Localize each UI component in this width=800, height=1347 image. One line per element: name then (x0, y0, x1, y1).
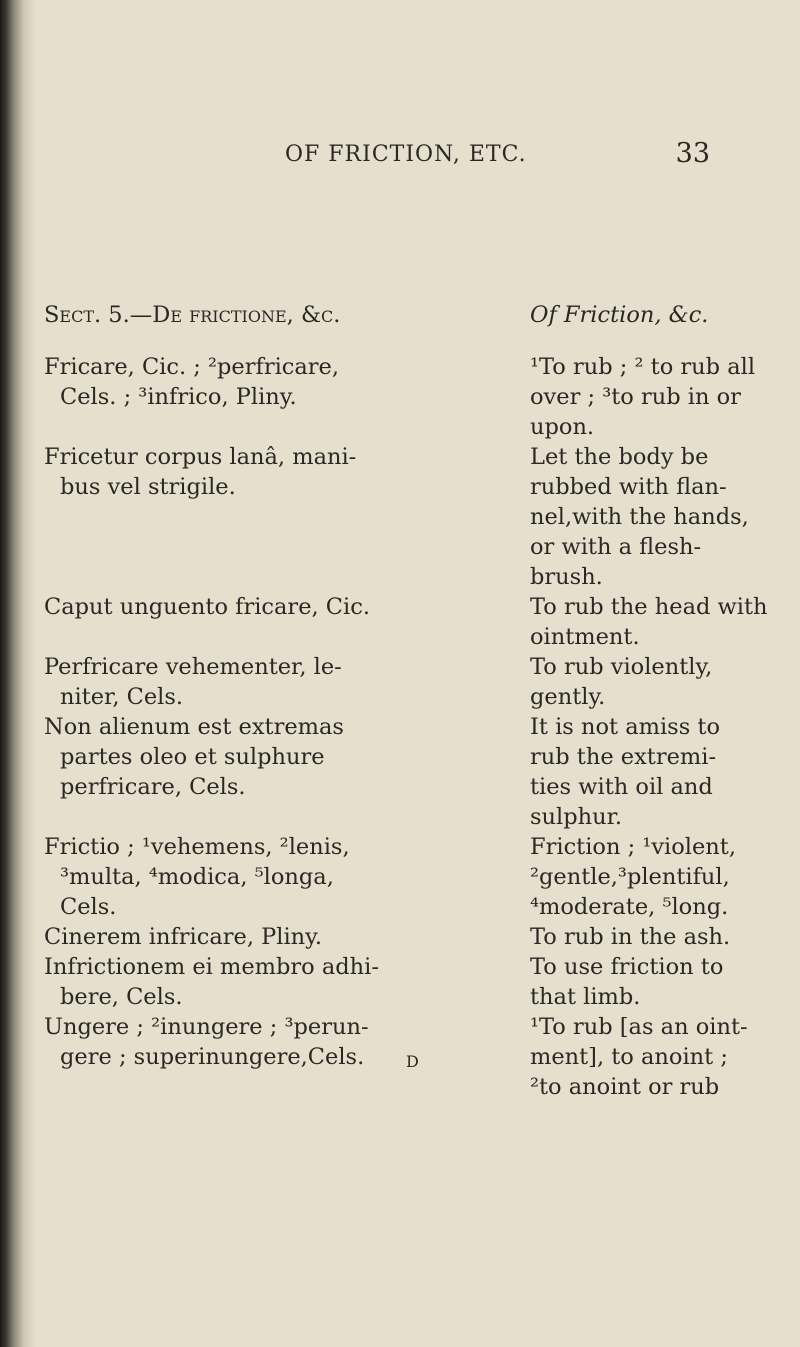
english-entry: To use friction to that limb. (530, 954, 724, 1010)
latin-entry: Non alienum est extremas partes oleo et sulphure perfricare, Cels. (44, 714, 344, 800)
latin-entry: Caput unguento fricare, Cic. (44, 594, 370, 620)
section-heading-latin: Sect. 5.—De frictione, &c. (44, 302, 341, 328)
english-entry: It is not amiss to rub the extremi- ties with oil and sulphur. (530, 714, 720, 830)
running-head-title: OF FRICTION, ETC. (285, 142, 527, 167)
latin-entry: Infrictionem ei membro adhi- bere, Cels. (44, 954, 379, 1010)
latin-entry: Ungere ; ²inungere ; ³perun- gere ; superinungere,Cels. (44, 1014, 369, 1070)
english-entry: To rub violently, gently. (530, 654, 713, 710)
latin-entry: Frictio ; ¹vehemens, ²lenis, ³multa, ⁴modica, ⁵longa, Cels. (44, 834, 350, 920)
english-entry: Let the body be rubbed with flan- nel,with the hands, or with a flesh- brush. (530, 444, 749, 590)
latin-entry: Fricetur corpus lanâ, mani- bus vel strigile. (44, 444, 357, 500)
latin-entry: Fricare, Cic. ; ²perfricare, Cels. ; ³infrico, Pliny. (44, 354, 340, 410)
signature-mark: D (406, 1052, 419, 1071)
running-head (0, 138, 800, 174)
english-entry: Friction ; ¹violent, ²gentle,³plentiful, ⁴moderate, ⁵long. (530, 834, 736, 920)
english-entry: ¹To rub [as an oint- ment], to anoint ; ²to anoint or rub (530, 1014, 748, 1100)
english-entry: ¹To rub ; ² to rub all over ; ³to rub in or upon. (530, 354, 756, 440)
english-entry: To rub the head with ointment. (530, 594, 768, 650)
page-number: 33 (675, 138, 710, 169)
section-heading-english: Of Friction, &c. (530, 302, 709, 328)
english-entry: To rub in the ash. (530, 924, 731, 950)
latin-column (44, 300, 504, 1102)
latin-entry: Cinerem infricare, Pliny. (44, 924, 323, 950)
english-column (530, 300, 770, 1102)
latin-entry: Perfricare vehementer, le- niter, Cels. (44, 654, 342, 710)
